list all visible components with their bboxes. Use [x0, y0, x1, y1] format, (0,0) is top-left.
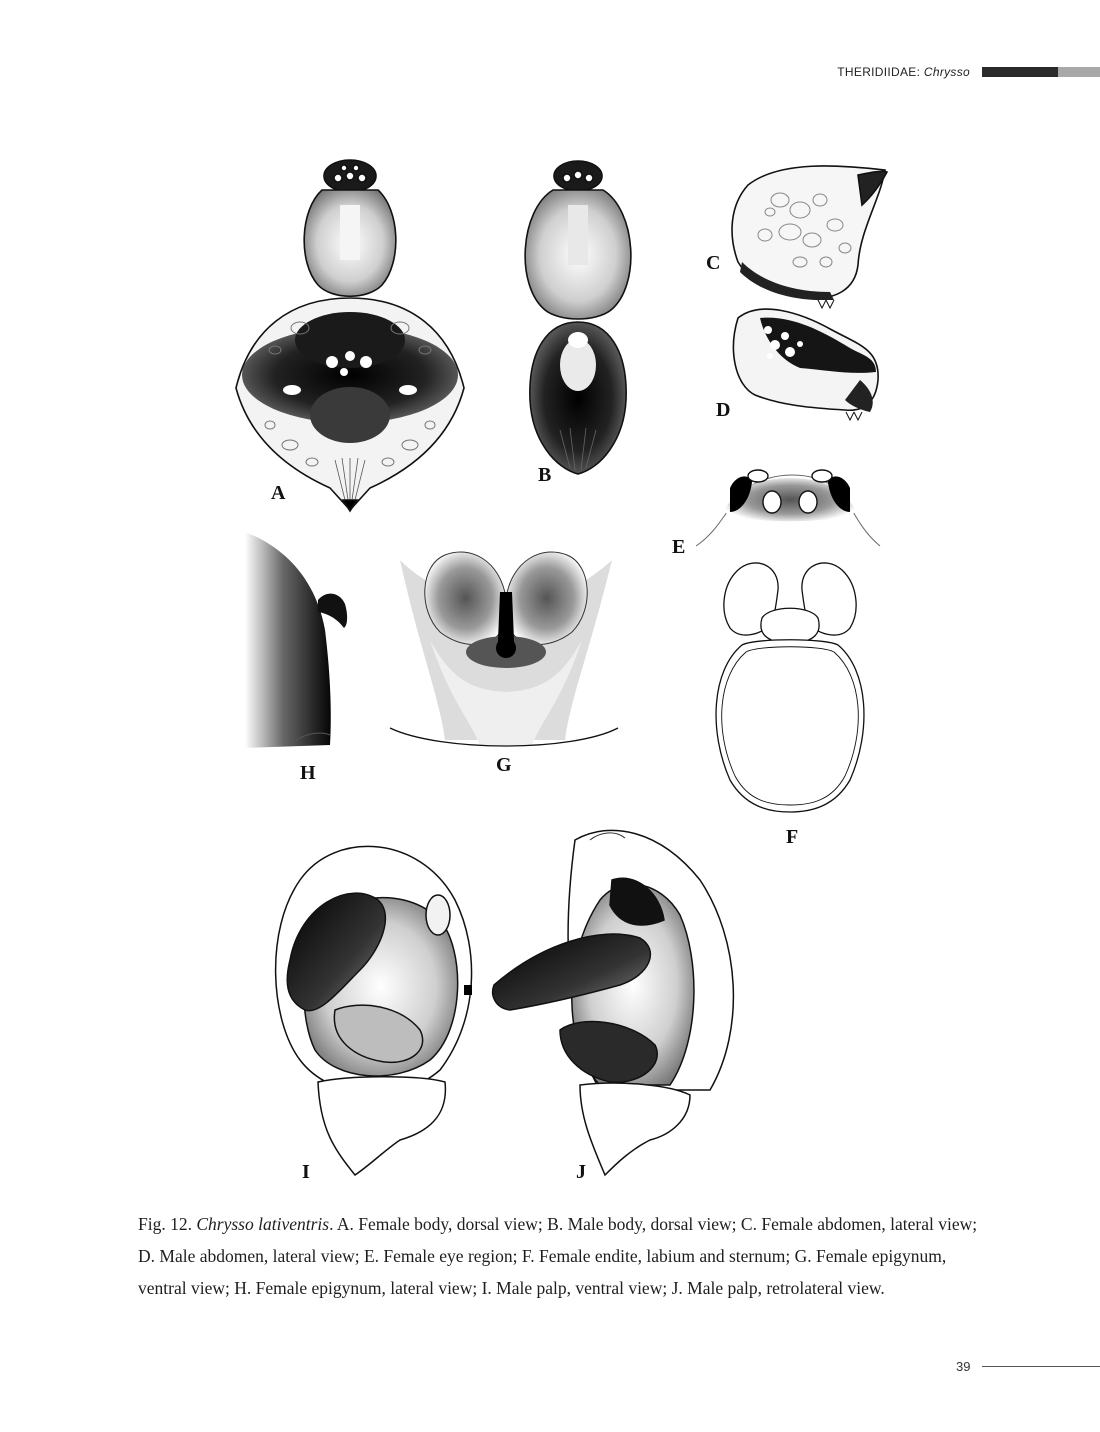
panel-j-drawing [493, 830, 734, 1175]
panel-d-drawing [733, 309, 878, 420]
panel-g-drawing [390, 552, 618, 746]
panel-label-g: G [496, 754, 512, 776]
panel-c-drawing [732, 166, 887, 308]
caption-text: . A. Female body, dorsal view; B. Male body, dorsal view; C. Female abdomen, lateral view; D. Male abdomen, lateral view; E. Female eye region; F. Female endite, labium and sternum; G. Female epigynum, ventral view; H. Female epigynum, lateral view; I. Male palp, ventral view; J. Male palp, retrolateral view. [138, 1214, 978, 1298]
panel-a-drawing [236, 160, 464, 511]
footer-rule [982, 1366, 1100, 1367]
panel-label-b: B [538, 464, 552, 486]
caption-species: Chrysso lativentris [196, 1214, 330, 1234]
panel-label-a: A [271, 482, 286, 504]
panel-label-e: E [672, 536, 686, 558]
running-head-genus: Chrysso [923, 65, 970, 79]
panel-h-drawing [245, 532, 347, 748]
page-footer [956, 1359, 1100, 1374]
panel-label-i: I [302, 1161, 310, 1183]
panel-label-h: H [300, 762, 316, 784]
panel-i-drawing [276, 846, 472, 1175]
panel-e-drawing [696, 470, 880, 546]
panel-f-drawing [716, 563, 864, 812]
panel-label-d: D [716, 399, 731, 421]
page-number: 39 [956, 1359, 971, 1374]
panel-b-drawing [525, 161, 631, 474]
caption-prefix: Fig. 12. [138, 1214, 197, 1234]
panel-label-j: J [576, 1161, 586, 1183]
panel-label-c: C [706, 252, 721, 274]
figure-caption [138, 1208, 998, 1304]
running-head-text: THERIDIIDAE: Chrysso [837, 65, 970, 79]
panel-label-f: F [786, 826, 799, 848]
